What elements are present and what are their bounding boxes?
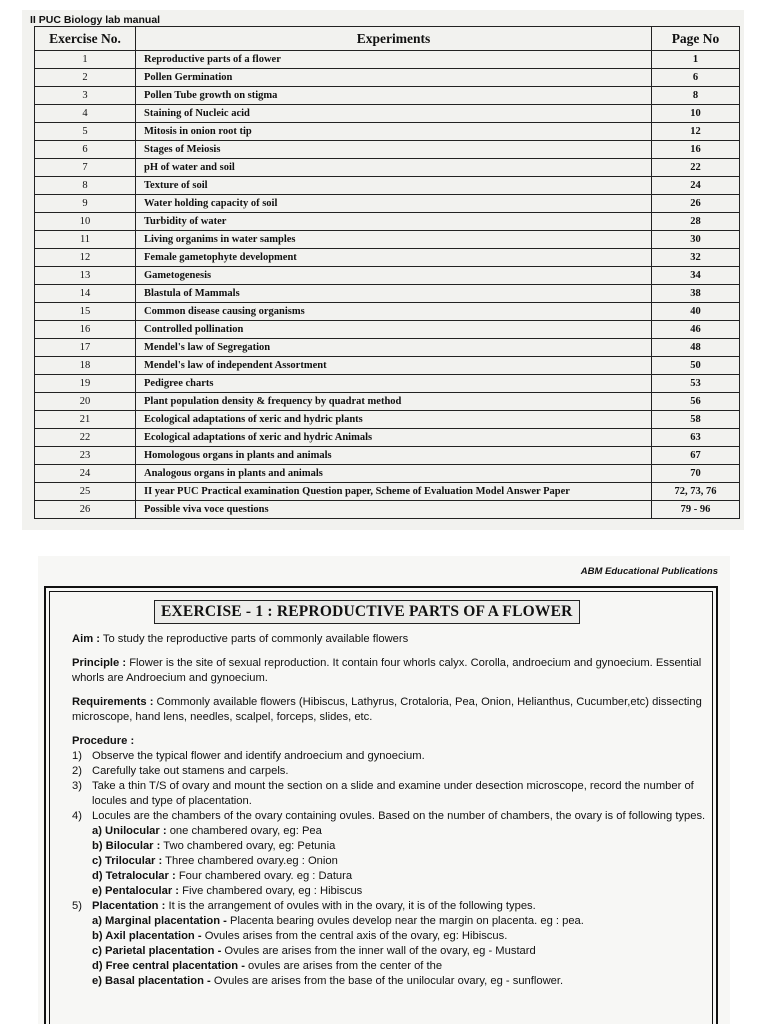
page-number-cell: 34	[652, 267, 740, 285]
experiment-name-cell: Analogous organs in plants and animals	[136, 465, 652, 483]
item-text: Three chambered ovary.eg : Onion	[162, 855, 338, 867]
procedure-steps	[72, 749, 712, 989]
item-text: Five chambered ovary, eg : Hibiscus	[179, 885, 363, 897]
table-row	[35, 357, 740, 375]
page-number-cell: 16	[652, 141, 740, 159]
exercise-page	[38, 556, 730, 1024]
experiment-name-cell: II year PUC Practical examination Question paper, Scheme of Evaluation Model Answer Paper	[136, 483, 652, 501]
requirements-label: Requirements :	[72, 696, 154, 708]
placentation-label: Placentation :	[92, 900, 166, 912]
experiment-name-cell: Ecological adaptations of xeric and hydric plants	[136, 411, 652, 429]
page-number-cell: 53	[652, 375, 740, 393]
requirements-text: Commonly available flowers (Hibiscus, Lathyrus, Crotaloria, Pea, Onion, Helianthus, Cucumber,etc) dissecting microscope, hand lens, needles, scalpel, forceps, slides, etc.	[72, 696, 702, 723]
table-row	[35, 213, 740, 231]
column-header-experiments: Experiments	[136, 27, 652, 51]
procedure-step-3	[72, 779, 712, 809]
locule-type-item	[72, 824, 712, 839]
placentation-type-item	[72, 914, 712, 929]
experiment-name-cell: Living organims in water samples	[136, 231, 652, 249]
experiment-name-cell: Plant population density & frequency by quadrat method	[136, 393, 652, 411]
experiment-name-cell: Female gametophyte development	[136, 249, 652, 267]
step-text: It is the arrangement of ovules with in the ovary, it is of the following types.	[165, 900, 536, 912]
experiment-name-cell: Pollen Tube growth on stigma	[136, 87, 652, 105]
item-text: Placenta bearing ovules develop near the margin on placenta. eg : pea.	[226, 915, 584, 927]
exercise-number-cell: 24	[35, 465, 136, 483]
item-text: Four chambered ovary. eg : Datura	[175, 870, 353, 882]
item-label: d) Tetralocular :	[92, 870, 176, 882]
experiment-name-cell: Water holding capacity of soil	[136, 195, 652, 213]
principle-paragraph	[72, 656, 712, 686]
procedure-step-2	[72, 764, 712, 779]
item-text: Two chambered ovary, eg: Petunia	[160, 840, 336, 852]
procedure-step-5	[72, 899, 712, 914]
placentation-type-item	[72, 929, 712, 944]
page-number-cell: 46	[652, 321, 740, 339]
page-number-cell: 63	[652, 429, 740, 447]
experiment-name-cell: Mendel's law of independent Assortment	[136, 357, 652, 375]
exercise-number-cell: 19	[35, 375, 136, 393]
exercise-number-cell: 18	[35, 357, 136, 375]
item-label: a) Marginal placentation -	[92, 915, 227, 927]
placentation-type-item	[72, 944, 712, 959]
experiment-name-cell: Pedigree charts	[136, 375, 652, 393]
page-number-cell: 26	[652, 195, 740, 213]
page-number-cell: 1	[652, 51, 740, 69]
experiment-name-cell: Pollen Germination	[136, 69, 652, 87]
item-label: c) Trilocular :	[92, 855, 163, 867]
aim-label: Aim :	[72, 633, 100, 645]
exercise-number-cell: 16	[35, 321, 136, 339]
exercise-number-cell: 10	[35, 213, 136, 231]
item-text: Ovules are arises from the base of the unilocular ovary, eg - sunflower.	[210, 975, 564, 987]
experiment-name-cell: Homologous organs in plants and animals	[136, 447, 652, 465]
exercise-title: EXERCISE - 1 : REPRODUCTIVE PARTS OF A FLOWER	[154, 600, 580, 624]
page-number-cell: 40	[652, 303, 740, 321]
page-number-cell: 28	[652, 213, 740, 231]
exercise-number-cell: 9	[35, 195, 136, 213]
step-text: Carefully take out stamens and carpels.	[92, 765, 289, 777]
exercise-number-cell: 4	[35, 105, 136, 123]
experiment-name-cell: Gametogenesis	[136, 267, 652, 285]
page-number-cell: 22	[652, 159, 740, 177]
exercise-frame	[44, 586, 718, 1024]
step-number: 3)	[72, 780, 82, 792]
page-number-cell: 30	[652, 231, 740, 249]
requirements-paragraph	[72, 695, 712, 725]
table-row	[35, 447, 740, 465]
experiment-name-cell: Common disease causing organisms	[136, 303, 652, 321]
step-number: 1)	[72, 750, 82, 762]
table-row	[35, 69, 740, 87]
manual-header: II PUC Biology lab manual	[30, 14, 161, 26]
locule-type-item	[72, 869, 712, 884]
table-row	[35, 393, 740, 411]
exercise-number-cell: 11	[35, 231, 136, 249]
table-row	[35, 195, 740, 213]
principle-label: Principle :	[72, 657, 127, 669]
page-number-cell: 79 - 96	[652, 501, 740, 519]
exercise-number-cell: 3	[35, 87, 136, 105]
item-text: Ovules are arises from the inner wall of the ovary, eg - Mustard	[221, 945, 536, 957]
column-header-exercise-no: Exercise No.	[35, 27, 136, 51]
table-row	[35, 465, 740, 483]
page-number-cell: 48	[652, 339, 740, 357]
step-text: Take a thin T/S of ovary and mount the section on a slide and examine under desection microscope, record the number of locules and type of placentation.	[92, 780, 694, 807]
column-header-page-no: Page No	[652, 27, 740, 51]
table-row	[35, 141, 740, 159]
table-row	[35, 267, 740, 285]
table-row	[35, 501, 740, 519]
placentation-type-item	[72, 959, 712, 974]
page-number-cell: 24	[652, 177, 740, 195]
experiment-name-cell: Stages of Meiosis	[136, 141, 652, 159]
table-row	[35, 51, 740, 69]
page-number-cell: 70	[652, 465, 740, 483]
exercise-number-cell: 5	[35, 123, 136, 141]
exercise-number-cell: 23	[35, 447, 136, 465]
exercise-number-cell: 8	[35, 177, 136, 195]
table-row	[35, 429, 740, 447]
publisher-name: ABM Educational Publications	[580, 566, 718, 577]
exercise-number-cell: 15	[35, 303, 136, 321]
experiment-name-cell: Mendel's law of Segregation	[136, 339, 652, 357]
page-number-cell: 32	[652, 249, 740, 267]
index-table-body	[35, 51, 740, 519]
experiment-name-cell: Texture of soil	[136, 177, 652, 195]
exercise-number-cell: 7	[35, 159, 136, 177]
item-label: a) Unilocular :	[92, 825, 167, 837]
table-header-row	[35, 27, 740, 51]
step-number: 5)	[72, 900, 82, 912]
experiment-name-cell: Possible viva voce questions	[136, 501, 652, 519]
placentation-type-item	[72, 974, 712, 989]
item-label: e) Pentalocular :	[92, 885, 180, 897]
experiment-name-cell: Reproductive parts of a flower	[136, 51, 652, 69]
exercise-number-cell: 21	[35, 411, 136, 429]
exercise-number-cell: 17	[35, 339, 136, 357]
experiment-name-cell: Mitosis in onion root tip	[136, 123, 652, 141]
exercise-number-cell: 13	[35, 267, 136, 285]
exercise-number-cell: 12	[35, 249, 136, 267]
page-number-cell: 8	[652, 87, 740, 105]
item-text: Ovules arises from the central axis of the ovary, eg: Hibiscus.	[201, 930, 508, 942]
table-row	[35, 303, 740, 321]
exercise-number-cell: 6	[35, 141, 136, 159]
page-number-cell: 10	[652, 105, 740, 123]
exercise-number-cell: 2	[35, 69, 136, 87]
step-text: Observe the typical flower and identify androecium and gynoecium.	[92, 750, 425, 762]
locule-type-item	[72, 854, 712, 869]
page-number-cell: 12	[652, 123, 740, 141]
exercise-content	[72, 632, 712, 989]
principle-text: Flower is the site of sexual reproduction. It contain four whorls calyx. Corolla, androecium and gynoecium. Essential whorls are Androecium and gynoecium.	[72, 657, 702, 684]
table-row	[35, 105, 740, 123]
page-number-cell: 50	[652, 357, 740, 375]
exercise-number-cell: 25	[35, 483, 136, 501]
table-row	[35, 87, 740, 105]
table-row	[35, 339, 740, 357]
exercise-number-cell: 20	[35, 393, 136, 411]
table-row	[35, 483, 740, 501]
table-row	[35, 411, 740, 429]
exercise-inner-frame	[49, 591, 713, 1024]
step-number: 4)	[72, 810, 82, 822]
experiment-name-cell: Blastula of Mammals	[136, 285, 652, 303]
experiment-name-cell: Turbidity of water	[136, 213, 652, 231]
locule-type-item	[72, 839, 712, 854]
experiment-name-cell: Staining of Nucleic acid	[136, 105, 652, 123]
table-row	[35, 159, 740, 177]
item-label: b) Bilocular :	[92, 840, 161, 852]
experiment-name-cell: Controlled pollination	[136, 321, 652, 339]
page-number-cell: 58	[652, 411, 740, 429]
item-label: d) Free central placentation -	[92, 960, 245, 972]
item-text: one chambered ovary, eg: Pea	[166, 825, 322, 837]
item-text: ovules are arises from the center of the	[244, 960, 443, 972]
procedure-heading: Procedure :	[72, 735, 135, 747]
page-number-cell: 56	[652, 393, 740, 411]
exercise-number-cell: 14	[35, 285, 136, 303]
table-row	[35, 285, 740, 303]
table-row	[35, 375, 740, 393]
exercise-number-cell: 22	[35, 429, 136, 447]
experiment-name-cell: pH of water and soil	[136, 159, 652, 177]
exercise-number-cell: 1	[35, 51, 136, 69]
index-page	[22, 10, 744, 530]
table-row	[35, 177, 740, 195]
locule-type-item	[72, 884, 712, 899]
item-label: c) Parietal placentation -	[92, 945, 222, 957]
experiment-name-cell: Ecological adaptations of xeric and hydric Animals	[136, 429, 652, 447]
page-number-cell: 72, 73, 76	[652, 483, 740, 501]
table-row	[35, 123, 740, 141]
item-label: e) Basal placentation -	[92, 975, 211, 987]
exercise-number-cell: 26	[35, 501, 136, 519]
table-row	[35, 249, 740, 267]
procedure-step-4	[72, 809, 712, 824]
procedure-step-1	[72, 749, 712, 764]
step-text: Locules are the chambers of the ovary containing ovules. Based on the number of chambers, the ovary is of following types.	[92, 810, 706, 822]
item-label: b) Axil placentation -	[92, 930, 202, 942]
page-number-cell: 38	[652, 285, 740, 303]
aim-text: To study the reproductive parts of commonly available flowers	[99, 633, 409, 645]
aim-paragraph	[72, 632, 712, 647]
page-number-cell: 6	[652, 69, 740, 87]
table-row	[35, 321, 740, 339]
experiments-index-table	[34, 26, 740, 519]
table-row	[35, 231, 740, 249]
page-number-cell: 67	[652, 447, 740, 465]
step-number: 2)	[72, 765, 82, 777]
